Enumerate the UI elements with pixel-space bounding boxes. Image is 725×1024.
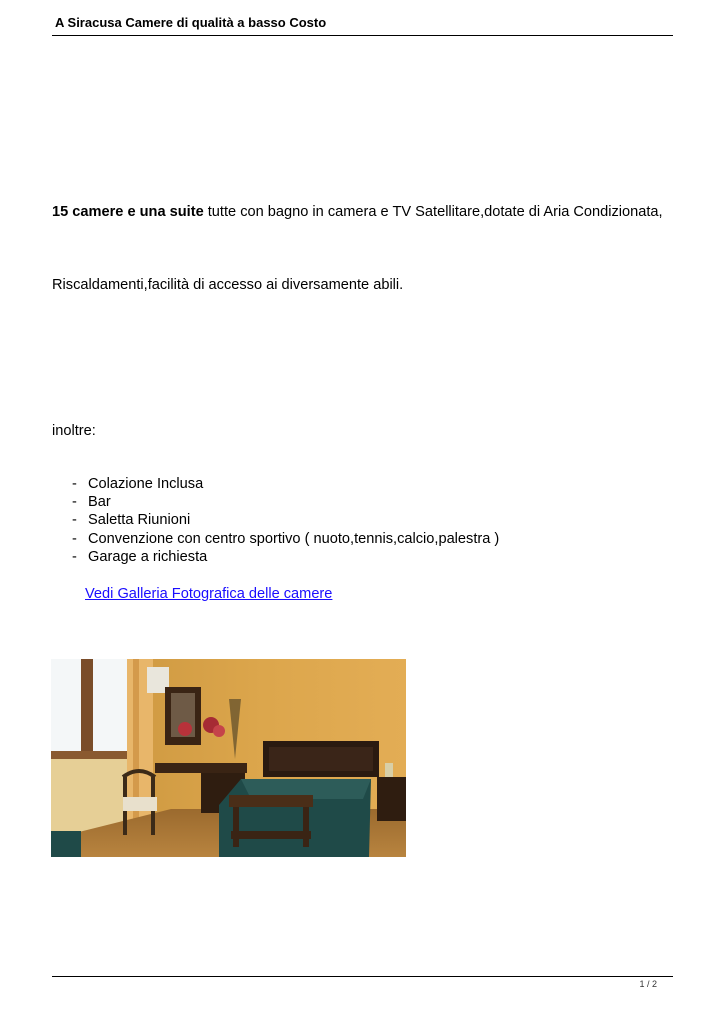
list-item [68,530,499,548]
list-item [68,511,499,529]
list-marker: - [72,494,77,511]
list-item-label: Bar [88,494,111,511]
list-item-label: Convenzione con centro sportivo ( nuoto,tennis,calcio,palestra ) [88,530,500,547]
list-item [68,493,499,511]
list-marker: - [72,530,77,547]
list-item [68,475,499,493]
intro-paragraph-line2: Riscaldamenti,facilità di accesso ai diversamente abili. [52,277,404,293]
list-item-label: Saletta Riunioni [88,512,191,529]
inoltre-label: inoltre: [52,423,96,439]
list-item-label: Garage a richiesta [88,548,208,565]
intro-bold-text: 15 camere e una suite [52,204,204,220]
features-list [68,475,499,566]
header-divider [52,35,673,36]
room-photo-illustration [51,659,406,857]
photo-gallery-link[interactable]: Vedi Galleria Fotografica delle camere [85,586,333,602]
page-header-title: A Siracusa Camere di qualità a basso Costo [55,15,327,30]
list-marker: - [72,512,77,529]
list-marker: - [72,548,77,565]
intro-paragraph [52,203,663,221]
intro-rest-text: tutte con bagno in camera e TV Satellitare,dotate di Aria Condizionata, [203,204,663,220]
room-photo [51,659,406,857]
list-item-label: Colazione Inclusa [88,476,204,492]
list-marker: - [72,476,77,492]
page-number: 1 / 2 [639,979,657,989]
footer-divider [52,976,673,977]
list-item [68,548,499,566]
